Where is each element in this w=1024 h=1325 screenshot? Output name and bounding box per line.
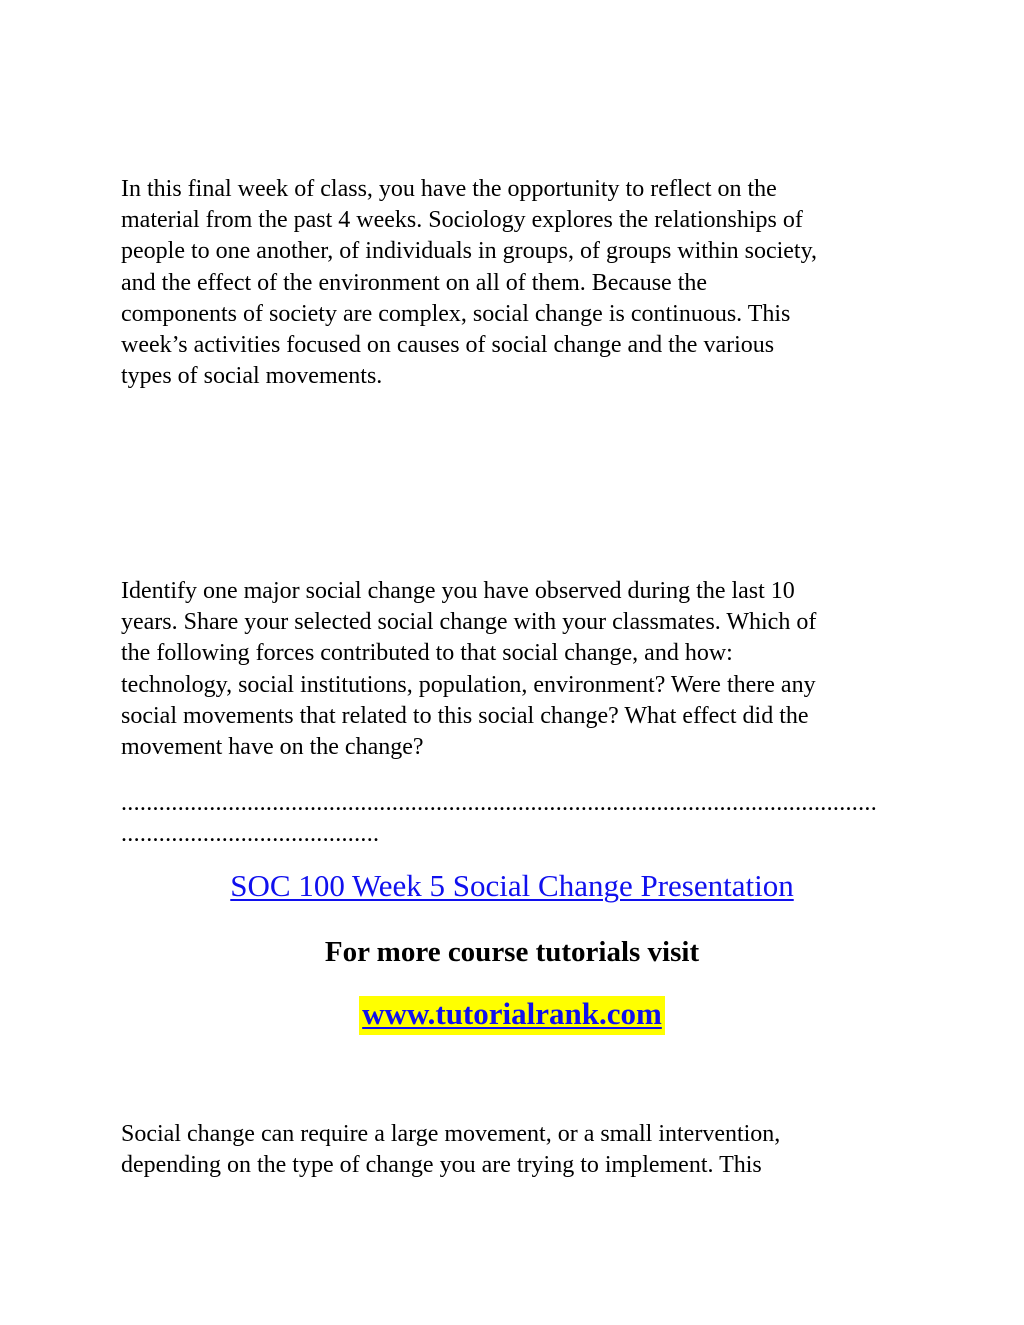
paragraph-line: social movements that related to this social change? What effect did the: [121, 702, 809, 729]
paragraph-line: depending on the type of change you are trying to implement. This: [121, 1152, 762, 1179]
intro-paragraph: [121, 174, 911, 392]
separator-line: ........................................................................................................................: [121, 790, 877, 816]
paragraph-line: years. Share your selected social change with your classmates. Which of: [121, 609, 817, 636]
paragraph-line: week’s activities focused on causes of social change and the various: [121, 332, 775, 359]
dotted-separator: [121, 788, 911, 850]
closing-paragraph: [121, 1119, 911, 1181]
presentation-title: [0, 866, 1024, 906]
paragraph-line: material from the past 4 weeks. Sociology explores the relationships of: [121, 207, 803, 234]
paragraph-line: and the effect of the environment on all of them. Because the: [121, 269, 708, 296]
presentation-title-link[interactable]: SOC 100 Week 5 Social Change Presentation: [230, 868, 794, 903]
paragraph-line: technology, social institutions, population, environment? Were there any: [121, 671, 816, 698]
paragraph-line: movement have on the change?: [121, 734, 424, 761]
paragraph-line: people to one another, of individuals in groups, of groups within society,: [121, 238, 818, 265]
paragraph-line: In this final week of class, you have the opportunity to reflect on the: [121, 176, 777, 202]
question-paragraph: [121, 576, 911, 763]
website-line: [0, 993, 1024, 1035]
paragraph-line: types of social movements.: [121, 363, 383, 390]
paragraph-line: Social change can require a large movement, or a small intervention,: [121, 1121, 781, 1147]
visit-text: For more course tutorials visit: [324, 936, 700, 968]
paragraph-line: the following forces contributed to that social change, and how:: [121, 640, 733, 667]
paragraph-line: Identify one major social change you have observed during the last 10: [121, 578, 795, 604]
paragraph-line: components of society are complex, social change is continuous. This: [121, 300, 791, 327]
website-highlight: [359, 996, 665, 1035]
separator-line: .........................................: [121, 821, 380, 848]
website-link[interactable]: www.tutorialrank.com: [362, 996, 662, 1031]
